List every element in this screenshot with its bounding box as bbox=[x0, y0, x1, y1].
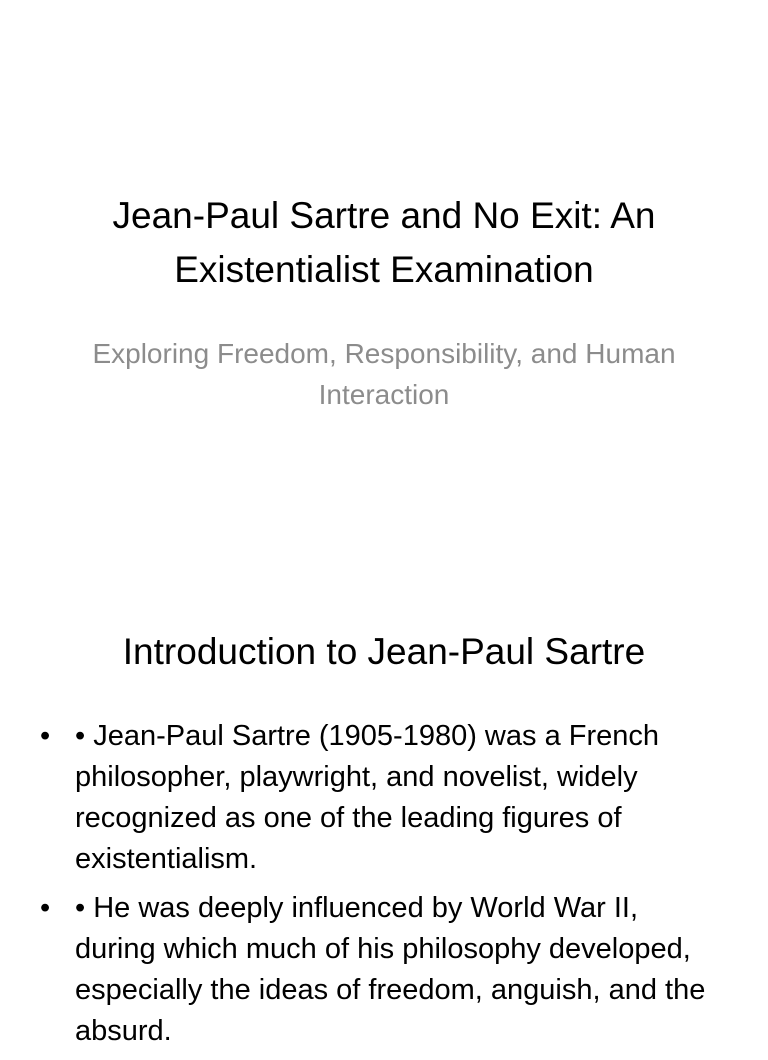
bullet-list bbox=[40, 716, 720, 1060]
slide-title: Introduction to Jean-Paul Sartre bbox=[122, 631, 646, 672]
bullet-marker: • bbox=[40, 720, 51, 752]
bullet-text: • Jean-Paul Sartre (1905-1980) was a French philosopher, playwright, and novelist, widely recognized as one of the leading figures of existentialism. bbox=[75, 720, 660, 875]
bullet-marker: • bbox=[40, 892, 51, 924]
bullet-item bbox=[40, 716, 720, 880]
content-slide bbox=[0, 576, 768, 1047]
bullet-text: • He was deeply influenced by World War II, during which much of his philosophy developed, especially the ideas of freedom, anguish, and the absurd. bbox=[75, 892, 706, 1047]
bullet-item bbox=[40, 888, 720, 1052]
slide-title: Jean-Paul Sartre and No Exit: An Existentialist Examination bbox=[112, 195, 656, 290]
slide-subtitle: Exploring Freedom, Responsibility, and Human Interaction bbox=[92, 338, 676, 410]
